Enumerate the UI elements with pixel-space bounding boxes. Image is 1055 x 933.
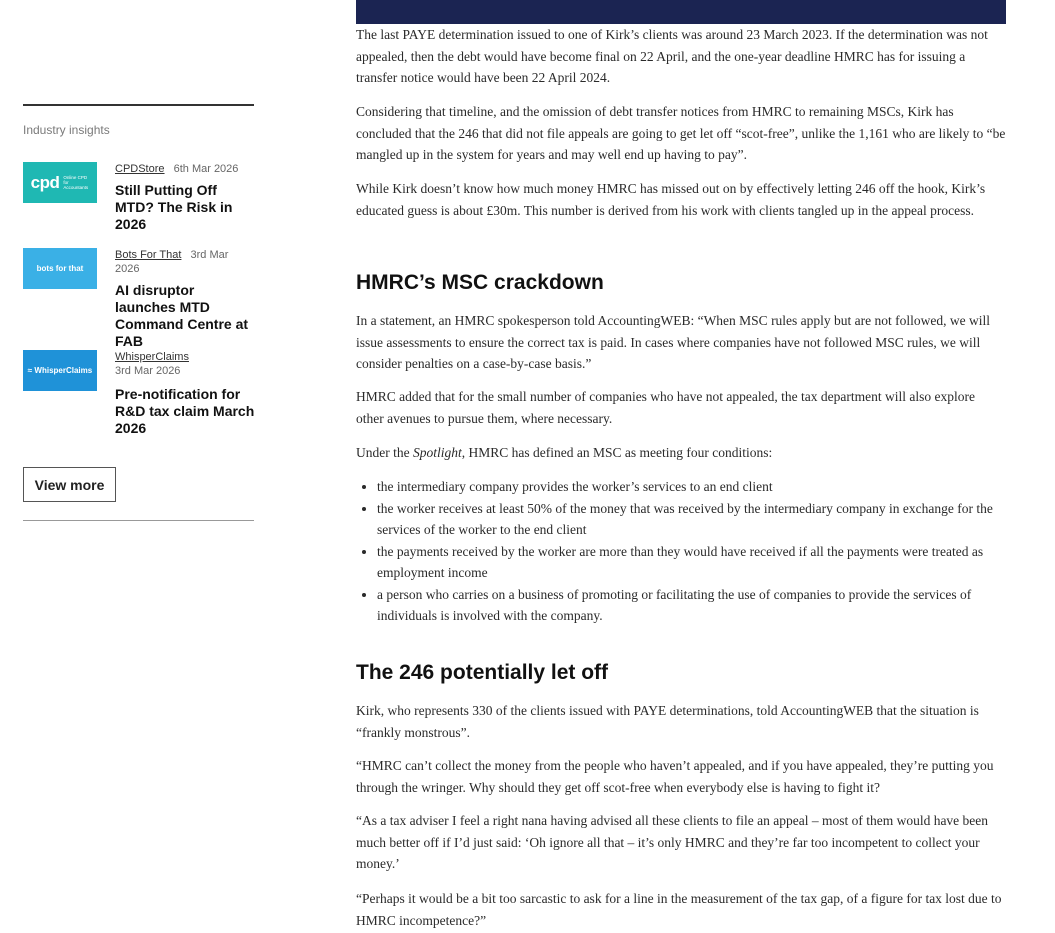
paragraph: In a statement, an HMRC spokesperson told AccountingWEB: “When MSC rules apply but are not followed, we will issue assessments to ensure the correct tax is paid. In cases where companies have not followed MSC rules, we will consider penalties on a case-by-case basis.” <box>356 313 991 371</box>
insight-title-link[interactable]: Pre-notification for R&D tax claim March 2026 <box>115 386 255 436</box>
list-item: • a person who carries on a business of promoting or facilitating the use of companies to provide the services of individuals is involved with the company. <box>377 584 1027 627</box>
paragraph: The last PAYE determination issued to one of Kirk’s clients was around 23 March 2023. If the determination was not appealed, then the debt would have become final on 22 April, and the one-year deadline HMRC has for issuing a transfer notice would have been 22 April 2024. <box>356 27 988 85</box>
list-item: • the payments received by the worker are more than they would have received if all the payments were treated as employment income <box>377 541 1027 584</box>
paragraph: Considering that timeline, and the omission of debt transfer notices from HMRC to remaining MSCs, Kirk has concluded that the 246 that did not file appeals are going to get let off “scot-free”, unlike the 1,161 who are likely to “be mangled up in the system for years and may well end up having to pay”. <box>356 104 1006 162</box>
paragraph: “As a tax adviser I feel a right nana having advised all these clients to file an appeal – most of them would have been much better off if I’d just said: ‘Oh ignore all that – it’s only HMRC and they’re far too incompetent to collect your money.’ <box>356 813 989 871</box>
section-heading-246-let-off: The 246 potentially let off <box>356 661 609 684</box>
insight-date: 3rd Mar 2026 <box>115 249 229 275</box>
insight-title-link[interactable]: Still Putting Off MTD? The Risk in 2026 <box>115 182 233 232</box>
insight-date: 3rd Mar 2026 <box>115 365 181 377</box>
paragraph: “Perhaps it would be a bit too sarcastic to ask for a line in the measurement of the tax gap, of a figure for tax lost due to HMRC incompetence?” <box>356 891 1002 928</box>
whisperclaims-logo[interactable]: ≈ WhisperClaims <box>23 350 97 391</box>
hero-image <box>356 0 1006 24</box>
insight-source-link[interactable]: WhisperClaims <box>115 351 189 363</box>
spotlight-emphasis: Spotlight <box>412 445 462 460</box>
industry-insights-sidebar <box>23 104 255 493</box>
paragraph: Under the Spotlight, HMRC has defined an MSC as meeting four conditions: <box>356 445 773 460</box>
paragraph: Kirk, who represents 330 of the clients issued with PAYE determinations, told AccountingWEB that the situation is “frankly monstrous”. <box>356 703 979 740</box>
sidebar-heading: Industry insights <box>23 123 110 137</box>
msc-conditions-list <box>356 476 1027 627</box>
insight-source-link[interactable]: Bots For That <box>115 249 182 261</box>
sidebar-top-divider <box>23 104 254 106</box>
insight-title-link[interactable]: AI disruptor launches MTD Command Centre at FAB <box>115 282 249 349</box>
paragraph: While Kirk doesn’t know how much money HMRC has missed out on by effectively letting 246 off the hook, Kirk’s educated guess is about £30m. This number is derived from his work with clients tangled up in the appeal process. <box>356 181 986 218</box>
list-item: • the worker receives at least 50% of the money that was received by the intermediary company in exchange for the services of the worker to the end client <box>377 498 1027 541</box>
insight-source-link[interactable]: CPDStore <box>115 163 165 175</box>
bots-for-that-logo[interactable]: bots for that <box>23 248 97 289</box>
cpdstore-logo[interactable]: cpd Online CPD for Accountants <box>23 162 97 203</box>
insight-card-cpdstore[interactable] <box>23 162 254 233</box>
view-more-button[interactable]: View more <box>23 467 116 502</box>
paragraph: HMRC added that for the small number of companies who have not appealed, the tax department will also explore other avenues to pursue them, where necessary. <box>356 389 975 426</box>
paragraph: “HMRC can’t collect the money from the people who haven’t appealed, and if you have appealed, they’re putting you through the wringer. Why should they get off scot-free when everybody else is having to fight it? <box>356 758 994 795</box>
insight-card-bots-for-that[interactable] <box>23 248 254 350</box>
sidebar-bottom-divider <box>23 520 254 521</box>
section-heading-msc-crackdown: HMRC’s MSC crackdown <box>356 271 604 294</box>
insight-card-whisperclaims[interactable] <box>23 350 254 437</box>
article-body <box>356 0 1006 928</box>
insight-date: 6th Mar 2026 <box>173 163 239 175</box>
list-item: • the intermediary company provides the worker’s services to an end client <box>377 476 1027 498</box>
